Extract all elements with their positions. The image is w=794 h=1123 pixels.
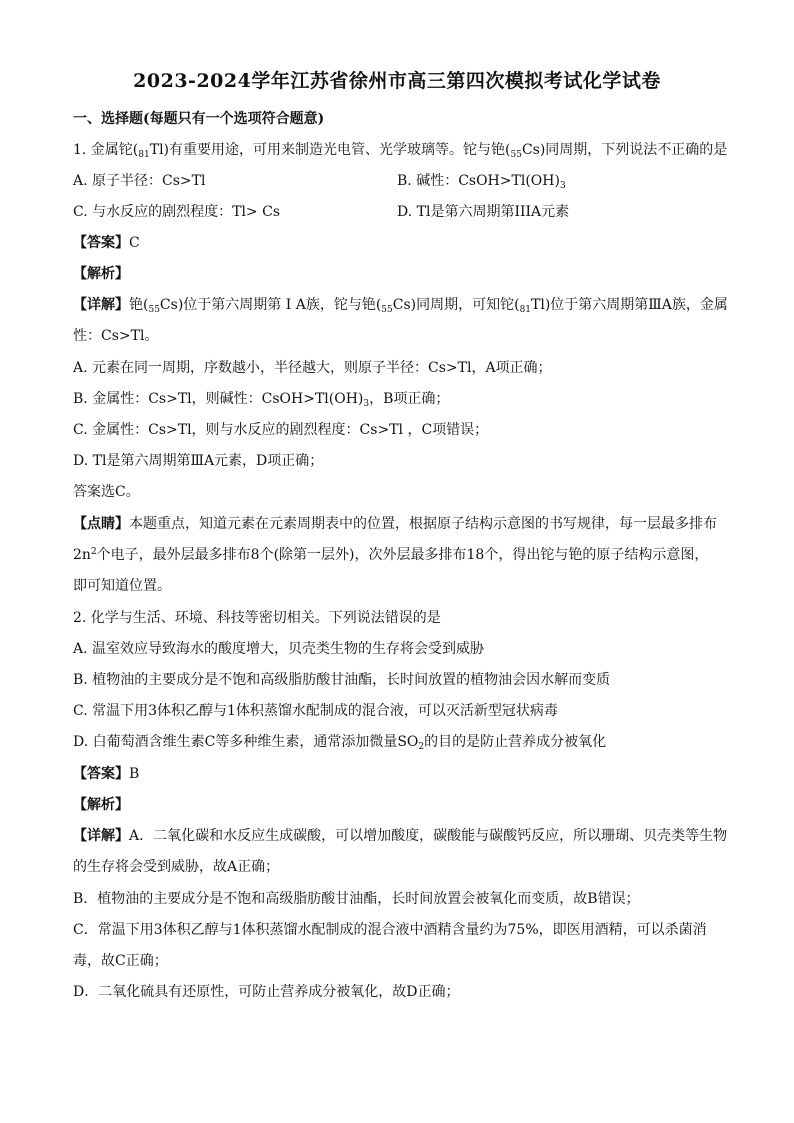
q2-detail-line-2: 的生存将会受到威胁，故A正确； (73, 859, 280, 875)
q2-explain-c-1: C．常温下用3体积乙醇与1体积蒸馏水配制成的混合液中酒精含量约为75%，即医用酒精，可以杀菌消 (73, 922, 707, 938)
q2-option-b: B. 植物油的主要成分是不饱和高级脂肪酸甘油酯，长时间放置的植物油会因水解而变质 (73, 672, 611, 688)
q1-choose: 答案选C。 (73, 484, 140, 500)
q2-option-a: A. 温室效应导致海水的酸度增大，贝壳类生物的生存将会受到威胁 (73, 641, 485, 657)
q2-option-c: C. 常温下用3体积乙醇与1体积蒸馏水配制成的混合液，可以灭活新型冠状病毒 (73, 703, 558, 719)
q1-point-line-3: 即可知道位置。 (73, 578, 171, 594)
q2-explain-b: B．植物油的主要成分是不饱和高级脂肪酸甘油酯，长时间放置会被氧化而变质，故B错误； (73, 891, 640, 907)
page-title: 2023-2024学年江苏省徐州市高三第四次模拟考试化学试卷 (133, 70, 661, 92)
q1-analysis-tag: 【解析】 (73, 266, 129, 282)
question-1-stem: 1. 金属铊$(_{81}Tl)$有重要用途，可用来制造光电管、光学玻璃等。铊与铯$(_{55}Cs)$同周期，下列说法不正确的是 (73, 142, 728, 160)
q1-explain-b: B. 金属性：Cs>Tl，则碱性：$CsOH>Tl(OH)_3$，B项正确； (73, 391, 450, 409)
q1-explain-c: C. 金属性：Cs>Tl，则与水反应的剧烈程度：Cs>Tl ，C项错误； (73, 422, 489, 438)
q1-detail-line-2: 性：Cs>Tl。 (73, 328, 159, 344)
q1-option-b: B. 碱性：$CsOH>Tl(OH)_3$ (397, 173, 566, 191)
q2-detail-line-1: 【详解】A．二氧化碳和水反应生成碳酸，可以增加酸度，碳酸能与碳酸钙反应，所以珊瑚、贝壳类等生物 (73, 828, 728, 844)
q2-explain-c-2: 毒，故C正确； (73, 953, 168, 969)
q1-explain-a: A. 元素在同一周期，序数越小，半径越大，则原子半径：Cs>Tl，A项正确； (73, 360, 552, 376)
q1-detail-line-1: 【详解】铯$(_{55}Cs)$位于第六周期第 I A族，铊与铯$(_{55}Cs)$同周期，可知铊$(_{81}Tl)$位于第六周期第ⅢA族，金属 (73, 297, 728, 315)
q2-analysis-tag: 【解析】 (73, 797, 129, 813)
q1-option-c: C. 与水反应的剧烈程度：Tl> Cs (73, 204, 281, 220)
q2-option-d: D. 白葡萄酒含维生素C等多种维生素，通常添加微量$SO_2$的目的是防止营养成分被氧化 (73, 734, 607, 752)
q1-answer: 【答案】C (73, 235, 140, 251)
q2-explain-d: D．二氧化硫具有还原性，可防止营养成分被氧化，故D正确； (73, 984, 460, 1000)
q2-answer: 【答案】B (73, 766, 140, 782)
q1-option-a: A. 原子半径：Cs>Tl (73, 173, 206, 189)
q1-point-line-1: 【点睛】本题重点，知道元素在元素周期表中的位置，根据原子结构示意图的书写规律，每一层最多排布 (73, 516, 717, 532)
q1-option-d: D. Tl是第六周期第IIIA元素 (397, 204, 570, 220)
section-heading: 一、选择题(每题只有一个选项符合题意) (73, 111, 325, 127)
question-2-stem: 2. 化学与生活、环境、科技等密切相关。下列说法错误的是 (73, 610, 441, 626)
q1-explain-d: D. Tl是第六周期第ⅢA元素，D项正确； (73, 453, 324, 469)
q1-point-line-2: $2n^2$个电子，最外层最多排布8个(除第一层外)，次外层最多排布18个，得出铊与铯的原子结构示意图， (73, 547, 709, 563)
